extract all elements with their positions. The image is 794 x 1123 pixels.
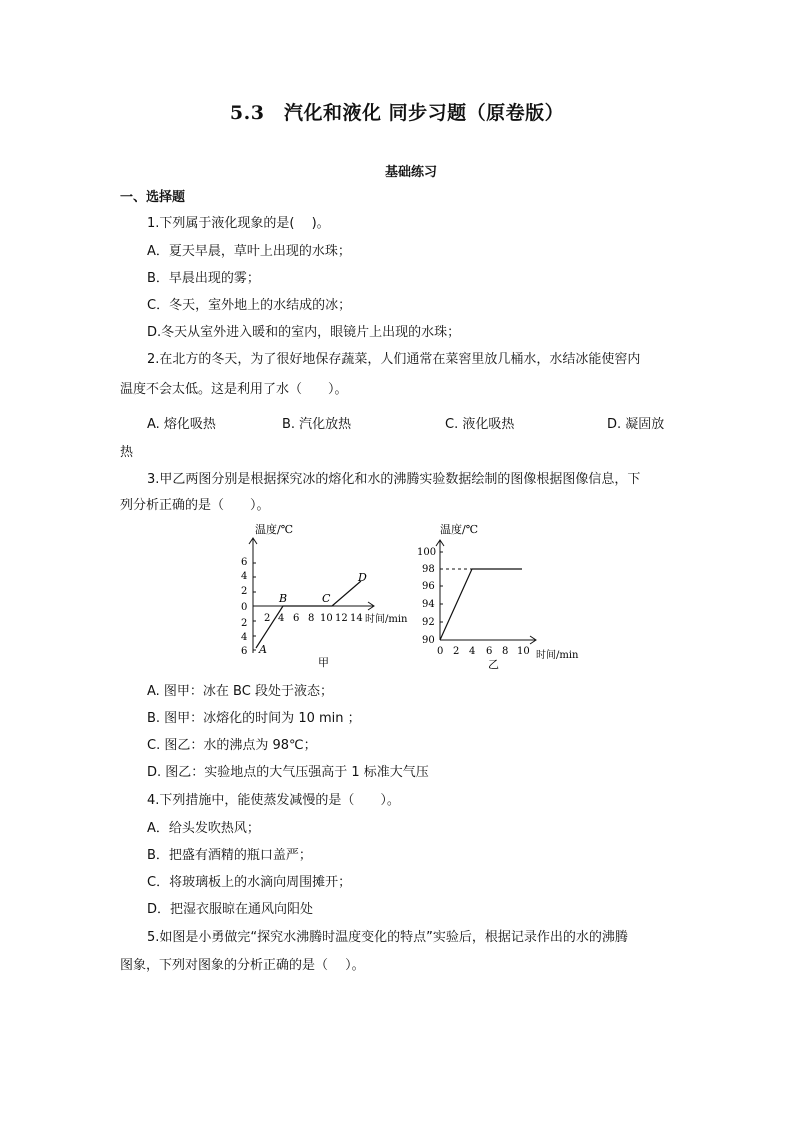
chart-jia-caption: 甲 [318, 656, 329, 668]
q4-option-d: D．把湿衣服晾在通风向阳处 [147, 902, 314, 917]
q2-option-d-wrap: 热 [120, 445, 134, 460]
point-label-a: A [259, 643, 267, 656]
part-heading: 一、选择题 [120, 190, 186, 205]
chart-jia [228, 518, 428, 668]
y-tick: 4 [241, 632, 248, 643]
x-tick: 2 [453, 646, 460, 657]
question-2-stem-line2: 温度不会太低。这是利用了水（ ）。 [120, 382, 348, 397]
y-tick: 96 [422, 581, 435, 592]
x-tick: 10 [517, 646, 530, 657]
point-label-b: B [279, 592, 288, 605]
chart-yi-caption: 乙 [488, 658, 499, 671]
y-tick: 0 [241, 602, 248, 613]
page-title: 5.3 汽化和液化 同步习题（原卷版） [229, 102, 565, 124]
question-2-stem-line1: 2.在北方的冬天，为了很好地保存蔬菜，人们通常在菜窖里放几桶水，水结冰能使窖内 [147, 352, 641, 367]
q2-option-d: D. 凝固放 [607, 417, 665, 432]
chart-yi [416, 518, 596, 673]
x-tick: 0 [437, 646, 444, 657]
q4-option-a: A．给头发吹热风； [147, 821, 260, 836]
question-4-stem: 4.下列措施中，能使蒸发减慢的是（ ）。 [147, 793, 400, 808]
y-tick: 2 [241, 586, 248, 597]
q1-option-a: A．夏天早晨，草叶上出现的水珠； [147, 244, 351, 259]
question-5-stem-line2: 图象，下列对图象的分析正确的是（ ）。 [120, 958, 365, 973]
y-tick: 6 [241, 557, 248, 568]
chart-jia-xlabel: 时间/min [365, 614, 408, 625]
y-tick: 100 [417, 547, 437, 558]
x-tick: 10 [320, 613, 333, 624]
chart-yi-xticks [437, 646, 530, 657]
x-tick: 8 [308, 613, 315, 624]
q4-option-b: B．把盛有酒精的瓶口盖严； [147, 848, 312, 863]
q4-option-c: C．将玻璃板上的水滴向周围摊开； [147, 875, 352, 890]
q1-option-c: C．冬天，室外地上的水结成的冰； [147, 298, 352, 313]
y-tick: 92 [422, 617, 435, 628]
x-tick: 2 [264, 613, 271, 624]
y-tick: 4 [241, 571, 248, 582]
q2-option-c: C. 液化吸热 [445, 417, 515, 432]
q3-option-a: A. 图甲：冰在 BC 段处于液态； [147, 684, 333, 699]
chart-yi-series-line [440, 569, 522, 640]
q3-option-c: C. 图乙：水的沸点为 98℃； [147, 738, 317, 753]
point-label-c: C [322, 592, 331, 605]
q2-option-a: A. 熔化吸热 [147, 417, 216, 432]
x-tick: 12 [335, 613, 348, 624]
point-label-d: D [358, 571, 367, 584]
question-1-stem: 1.下列属于液化现象的是( )。 [147, 216, 330, 231]
x-tick: 8 [502, 646, 509, 657]
y-tick: 98 [422, 564, 435, 575]
chart-yi-xlabel: 时间/min [536, 650, 579, 661]
q1-option-d: D.冬天从室外进入暖和的室内，眼镜片上出现的水珠； [147, 325, 461, 340]
chart-jia-ylabel: 温度/℃ [255, 523, 294, 536]
question-3-stem-line2: 列分析正确的是（ ）。 [120, 498, 270, 513]
section-heading: 基础练习 [384, 165, 437, 180]
y-tick: 90 [422, 635, 435, 646]
question-3-stem-line1: 3.甲乙两图分别是根据探究冰的熔化和水的沸腾实验数据绘制的图像根据图像信息，下 [147, 472, 641, 487]
q3-option-d: D. 图乙：实验地点的大气压强高于 1 标准大气压 [147, 765, 429, 780]
y-tick: 6 [241, 646, 248, 657]
chart-yi-yticks [417, 547, 436, 646]
chart-jia-yticks [241, 557, 247, 657]
x-tick: 6 [486, 646, 493, 657]
question-5-stem-line1: 5.如图是小勇做完“探究水沸腾时温度变化的特点”实验后，根据记录作出的水的沸腾 [147, 930, 628, 945]
q1-option-b: B．早晨出现的雾； [147, 271, 260, 286]
x-tick: 14 [350, 613, 363, 624]
x-tick: 4 [278, 613, 285, 624]
q3-option-b: B. 图甲：冰熔化的时间为 10 min ； [147, 711, 361, 726]
y-tick: 94 [422, 599, 435, 610]
y-tick: 2 [241, 618, 248, 629]
q2-option-b: B. 汽化放热 [282, 417, 352, 432]
chart-jia-xticks [264, 613, 363, 624]
x-tick: 4 [469, 646, 476, 657]
x-tick: 6 [293, 613, 300, 624]
chart-yi-ylabel: 温度/℃ [440, 523, 479, 536]
